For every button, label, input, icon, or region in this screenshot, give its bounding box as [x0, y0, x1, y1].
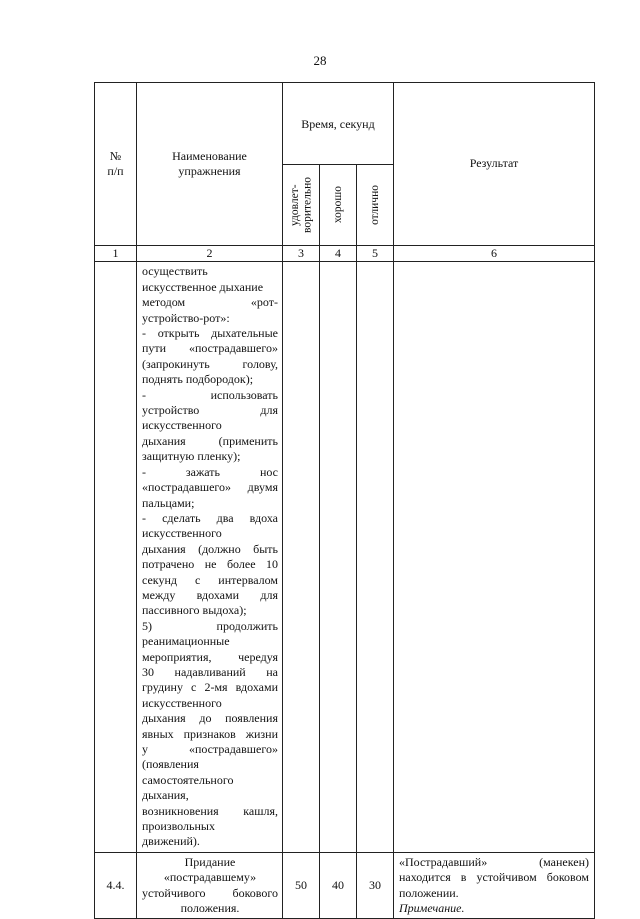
column-number: 6	[394, 246, 595, 262]
cell-excellent: 30	[357, 852, 394, 919]
result-note: Примечание.	[399, 901, 465, 916]
cell-good: 40	[320, 852, 357, 919]
column-number: 5	[357, 246, 394, 262]
cell-excellent-empty	[357, 262, 394, 852]
header-number: № п/п	[95, 83, 137, 246]
column-number: 3	[283, 246, 320, 262]
header-result: Результат	[394, 83, 595, 246]
header-good: хорошо	[320, 165, 357, 246]
page-number: 28	[313, 53, 327, 68]
column-numbers-row	[95, 246, 595, 262]
column-number: 2	[137, 246, 283, 262]
table-row-4-4	[95, 852, 595, 919]
column-number: 1	[95, 246, 137, 262]
header-time: Время, секунд	[283, 83, 394, 165]
cell-result: «Пострадавший» (манекен) находится в устойчивом боковом положении. Примечание.	[394, 852, 595, 919]
cell-exercise-name: Придание «пострадавшему» устойчивого бокового положения.	[137, 852, 283, 919]
header-exercise-name: Наименование упражнения	[137, 83, 283, 246]
header-excellent: отлично	[357, 165, 394, 246]
cell-satisfactory: 50	[283, 852, 320, 919]
cell-result-empty	[394, 262, 595, 852]
column-number: 4	[320, 246, 357, 262]
cell-exercise-description: осуществить искусственное дыхание методом «рот- устройство-рот»: - открыть дыхательные пути «пострадавшего» (запрокинуть голову, поднять подбородок); - использовать устройство для искусственного дыхания (применить защитную пленку); - зажать нос «пострадавшего» двумя пальцами; - сделать два вдоха искусственного дыхания (должно быть потрачено не более 10 секунд с интервалом между вдохами для пассивного выдоха); 5) продолжить реанимационные мероприятия, чередуя 30 надавливаний на грудину с 2-мя вдохами искусственного дыхания до появления явных признаков жизни у «пострадавшего» (появления самостоятельного дыхания, возникновения кашля, произвольных движений).	[137, 262, 283, 852]
table-header-row	[95, 83, 595, 165]
table-row-continued	[95, 262, 595, 852]
cell-good-empty	[320, 262, 357, 852]
cell-satisfactory-empty	[283, 262, 320, 852]
cell-number-empty	[95, 262, 137, 852]
cell-row-number: 4.4.	[95, 852, 137, 919]
exercise-table	[94, 82, 595, 919]
header-satisfactory: удовлет- ворительно	[283, 165, 320, 246]
